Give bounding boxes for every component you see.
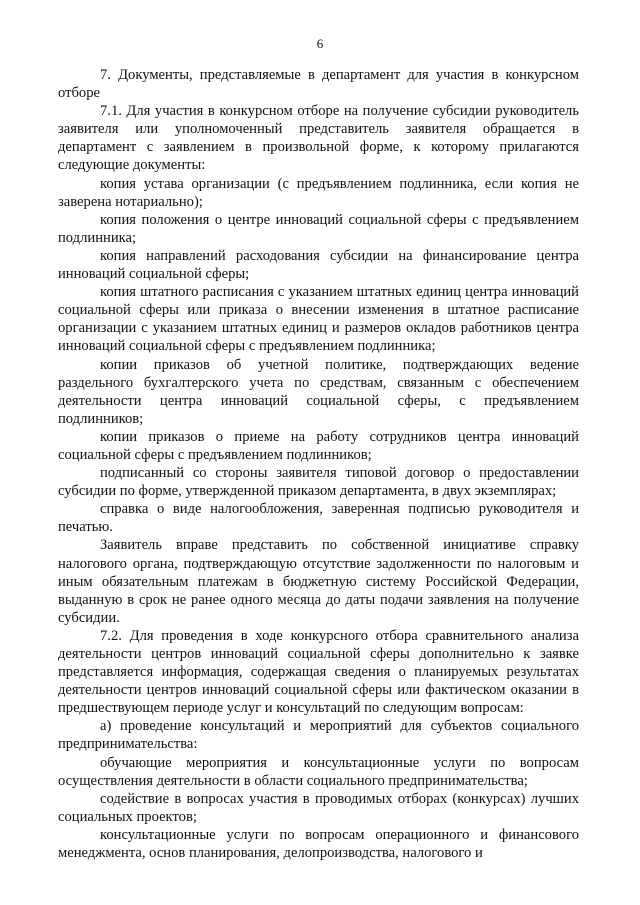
list-item-tax-certificate: справка о виде налогообложения, заверенная подписью руководителя и печатью.	[58, 501, 579, 536]
subitem-a-consultations: а) проведение консультаций и мероприятий для субъектов социального предпринимательства:	[58, 718, 579, 753]
document-body	[58, 66, 579, 862]
list-item-regulation-copy: копия положения о центре инноваций социальной сферы с предъявлением подлинника;	[58, 211, 579, 246]
paragraph-7-1: 7.1. Для участия в конкурсном отборе на получение субсидии руководитель заявителя или уполномоченный представитель заявителя обращается в департамент с заявлением в произвольной форме, к которому прилагаются следующие документы:	[58, 103, 579, 174]
list-item-staff-schedule: копия штатного расписания с указанием штатных единиц центра инноваций социальной сферы или приказа о внесении изменения в штатное расписание организации с указанием штатных единиц и размеров окладов работников центра инноваций социальной сферы с предъявлением подлинника;	[58, 284, 579, 355]
page-number: 6	[316, 36, 324, 51]
list-item-charter-copy: копия устава организации (с предъявлением подлинника, если копия не заверена нотариально);	[58, 175, 579, 210]
list-item-hiring-orders: копии приказов о приеме на работу сотрудников центра инноваций социальной сферы с предъявлением подлинников;	[58, 428, 579, 463]
list-item-accounting-orders: копии приказов об учетной политике, подтверждающих ведение раздельного бухгалтерского учета по средствам, связанным с обеспечением деятельности центра инноваций социальной сферы, с предъявлением подлинников;	[58, 356, 579, 427]
section-7-heading: 7. Документы, представляемые в департамент для участия в конкурсном отборе	[58, 67, 579, 102]
list-item-consulting-services: консультационные услуги по вопросам операционного и финансового менеджмента, основ планирования, делопроизводства, налогового и	[58, 826, 579, 862]
paragraph-7-2: 7.2. Для проведения в ходе конкурсного отбора сравнительного анализа деятельности центров инноваций социальной сферы дополнительно к заявке представляется информация, содержащая сведения о планируемых результатах деятельности центров инноваций социальной сферы или фактическом оказании в предшествующем периоде услуг и консультаций по следующим вопросам:	[58, 627, 579, 717]
paragraph-applicant-right: Заявитель вправе представить по собственной инициативе справку налогового органа, подтверждающую отсутствие задолженности по налоговым и иным обязательным платежам в бюджетную систему Российской Федерации, выданную в срок не ранее одного месяца до даты подачи заявления на получение субсидии.	[58, 537, 579, 626]
list-item-subsidy-agreement: подписанный со стороны заявителя типовой договор о предоставлении субсидии по форме, утвержденной приказом департамента, в двух экземплярах;	[58, 465, 579, 500]
list-item-contest-assistance: содействие в вопросах участия в проводимых отборах (конкурсах) лучших социальных проектов;	[58, 790, 579, 825]
list-item-expenditure-directions: копия направлений расходования субсидии на финансирование центра инноваций социальной сферы;	[58, 247, 579, 283]
list-item-training-events: обучающие мероприятия и консультационные услуги по вопросам осуществления деятельности в области социального предпринимательства;	[58, 754, 579, 789]
